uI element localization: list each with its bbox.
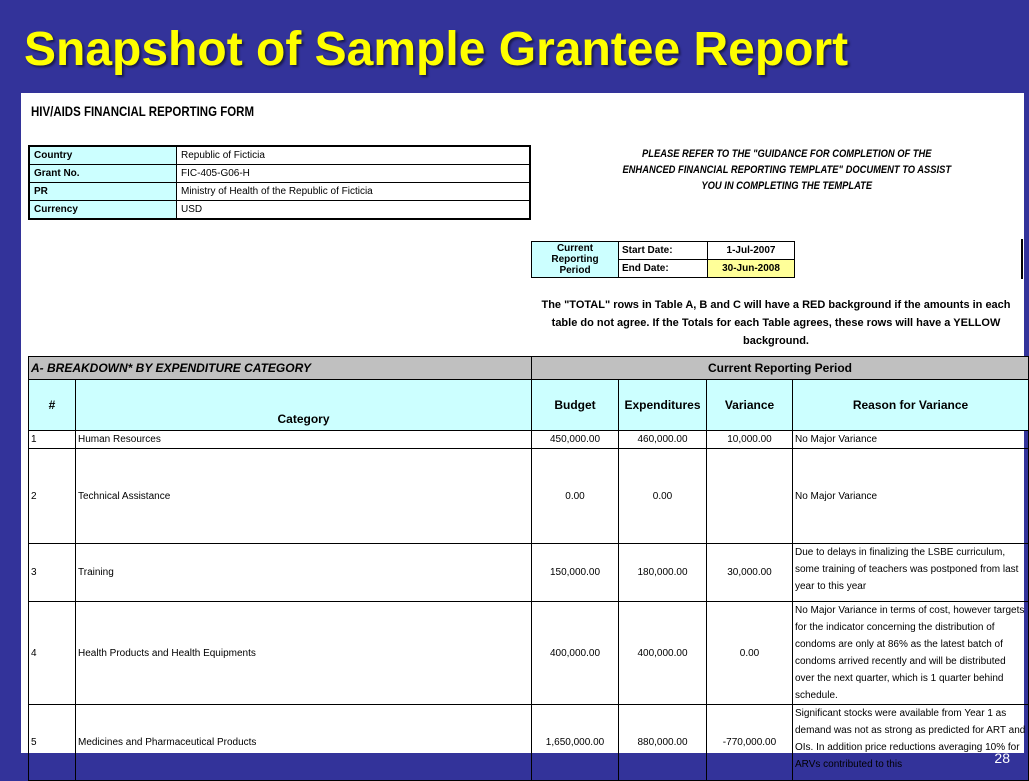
info-label: Country xyxy=(29,146,177,165)
guidance-notice: PLEASE REFER TO THE "GUIDANCE FOR COMPLETION OF THE ENHANCED FINANCIAL REPORTING TEMPLATE" DOCUMENT TO ASSIST YOU IN COMPLETING THE TEMPLATE xyxy=(622,148,952,192)
column-header: Variance xyxy=(707,380,793,431)
slide-number: 28 xyxy=(994,750,1010,766)
row-category: Medicines and Pharmaceutical Products xyxy=(76,705,532,781)
slide-title: Snapshot of Sample Grantee Report xyxy=(24,23,849,76)
info-row xyxy=(29,165,530,183)
section-title: A- BREAKDOWN* BY EXPENDITURE CATEGORY xyxy=(29,357,532,380)
grant-info-table xyxy=(28,145,531,220)
info-value: USD xyxy=(177,201,531,220)
info-label: Currency xyxy=(29,201,177,220)
row-budget: 150,000.00 xyxy=(532,544,619,602)
row-reason: No Major Variance xyxy=(793,431,1029,449)
row-number: 3 xyxy=(29,544,76,602)
end-date-value: 30-Jun-2008 xyxy=(708,260,795,278)
row-category: Training xyxy=(76,544,532,602)
column-header: Expenditures xyxy=(619,380,707,431)
row-expenditures: 180,000.00 xyxy=(619,544,707,602)
row-reason: No Major Variance in terms of cost, however targets for the indicator concerning the distribution of condoms are only at 86% as the latest batch of condoms arrived recently and will be distributed over the next quarter, which is 1 quarter behind schedule. xyxy=(793,602,1029,705)
row-budget: 400,000.00 xyxy=(532,602,619,705)
column-header: # xyxy=(29,380,76,431)
row-variance: -770,000.00 xyxy=(707,705,793,781)
row-variance: 30,000.00 xyxy=(707,544,793,602)
row-budget: 0.00 xyxy=(532,449,619,544)
row-category: Health Products and Health Equipments xyxy=(76,602,532,705)
form-title: HIV/AIDS FINANCIAL REPORTING FORM xyxy=(31,103,255,119)
table-row xyxy=(29,602,1029,705)
row-number: 1 xyxy=(29,431,76,449)
row-expenditures: 460,000.00 xyxy=(619,431,707,449)
row-number: 2 xyxy=(29,449,76,544)
row-reason: Due to delays in finalizing the LSBE curriculum, some training of teachers was postponed from last year to this year xyxy=(793,544,1029,602)
period-header: Current Reporting Period xyxy=(532,357,1029,380)
row-budget: 1,650,000.00 xyxy=(532,705,619,781)
row-expenditures: 880,000.00 xyxy=(619,705,707,781)
table-row xyxy=(29,544,1029,602)
row-reason: Significant stocks were available from Year 1 as demand was not as strong as predicted for ART and OIs. In addition price reductions averaging 10% for ARVs contributed to this xyxy=(793,705,1029,781)
row-variance xyxy=(707,449,793,544)
expenditure-breakdown-table xyxy=(28,356,1029,781)
column-header: Reason for Variance xyxy=(793,380,1029,431)
info-label: PR xyxy=(29,183,177,201)
row-expenditures: 0.00 xyxy=(619,449,707,544)
period-label: Current Reporting Period xyxy=(532,242,619,278)
row-category: Human Resources xyxy=(76,431,532,449)
row-variance: 0.00 xyxy=(707,602,793,705)
table-row xyxy=(29,431,1029,449)
row-budget: 450,000.00 xyxy=(532,431,619,449)
row-number: 5 xyxy=(29,705,76,781)
info-row xyxy=(29,183,530,201)
table-row xyxy=(29,705,1029,781)
info-value: Republic of Ficticia xyxy=(177,146,531,165)
start-date-value: 1-Jul-2007 xyxy=(708,242,795,260)
table-row xyxy=(29,449,1029,544)
total-rows-note: The "TOTAL" rows in Table A, B and C will have a RED background if the amounts in each table do not agree. If the Totals for each Table agrees, these rows will have a YELLOW background. xyxy=(541,299,1011,347)
row-category: Technical Assistance xyxy=(76,449,532,544)
info-label: Grant No. xyxy=(29,165,177,183)
info-value: FIC-405-G06-H xyxy=(177,165,531,183)
row-reason: No Major Variance xyxy=(793,449,1029,544)
column-header: Category xyxy=(76,380,532,431)
row-number: 4 xyxy=(29,602,76,705)
column-header: Budget xyxy=(532,380,619,431)
end-date-label: End Date: xyxy=(619,260,708,278)
row-expenditures: 400,000.00 xyxy=(619,602,707,705)
row-variance: 10,000.00 xyxy=(707,431,793,449)
reporting-period-table xyxy=(531,241,795,278)
start-date-label: Start Date: xyxy=(619,242,708,260)
info-value: Ministry of Health of the Republic of Ficticia xyxy=(177,183,531,201)
info-row xyxy=(29,201,530,220)
border-mark xyxy=(1021,239,1023,279)
info-row xyxy=(29,146,530,165)
